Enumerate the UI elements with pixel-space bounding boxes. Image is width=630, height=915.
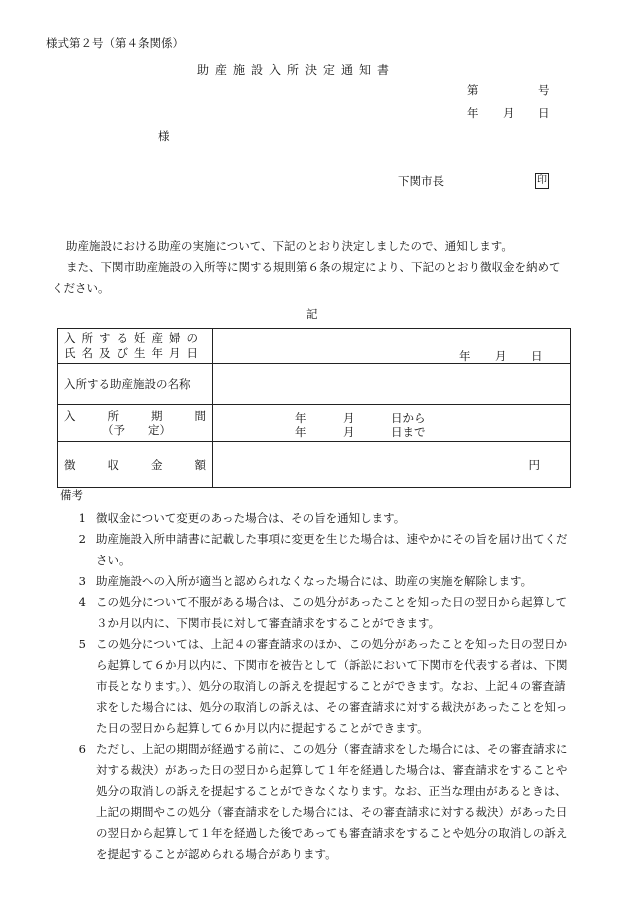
note-item: 3 助産施設への入所が適当と認められなくなった場合には、助産の実施を解除します。: [78, 574, 533, 588]
issuer: 下関市長: [398, 174, 444, 188]
doc-number-go: 号: [538, 83, 550, 97]
table-row-period: [58, 405, 571, 442]
note-item: 1 徴収金について変更のあった場合は、その旨を通知します。: [78, 511, 406, 525]
ki-marker: 記: [306, 307, 318, 321]
note-item: 4 この処分について不服がある場合は、この処分があったことを知った日の翌日から起算して３か月以内に、下関市長に対して審査請求をすることができます。: [78, 595, 568, 630]
document-title: 助産施設入所決定通知書: [197, 63, 396, 77]
note-item: 5 この処分については、上記４の審査請求のほか、この処分があったことを知った日の翌日から起算して６か月以内に、下関市を被告として（訴訟において下関市を代表する者は、下関市長となります。）、処分の取消しの訴えを提起することができます。なお、上記４の審査請求をした場合には、処分の取消しの訴えは、その審査請求に対する裁決があったことを知った日の翌日から起算して６か月以内に提起することができます。: [78, 637, 568, 735]
table-row-fee: [58, 442, 571, 488]
period-value: 年 月 日から 年 月 日まで: [213, 405, 571, 442]
fee-label: 徴 収 金 額: [58, 442, 213, 488]
seal-mark: 印: [535, 172, 549, 189]
date-month: 月: [503, 106, 515, 120]
paragraph-2-line-1: また、下関市助産施設の入所等に関する規則第６条の規定により、下記のとおり徴収金を納めて: [66, 260, 561, 274]
mother-label: 入所する妊産婦の 氏名及び生年月日: [58, 329, 213, 364]
fee-value: 円: [213, 442, 571, 488]
date-day: 日: [538, 106, 550, 120]
paragraph-2-line-2: ください。: [52, 281, 110, 295]
facility-label: 入所する助産施設の名称: [58, 364, 213, 405]
notes-heading: 備考: [60, 488, 83, 502]
table-row-facility: [58, 364, 571, 405]
period-label: 入 所 期 間 （予 定）: [58, 405, 213, 442]
table-row-mother: [58, 329, 571, 364]
mother-value: 年 月 日: [213, 329, 571, 364]
addressee-suffix: 様: [158, 129, 170, 143]
form-label: 様式第２号（第４条関係）: [46, 36, 184, 50]
facility-value: [213, 364, 571, 405]
doc-number-dai: 第: [467, 83, 479, 97]
note-item: 2 助産施設入所申請書に記載した事項に変更を生じた場合は、速やかにその旨を届け出てください。: [78, 532, 568, 567]
notes-list: [52, 508, 576, 865]
paragraph-1: 助産施設における助産の実施について、下記のとおり決定しましたので、通知します。: [66, 239, 513, 253]
details-table: [57, 328, 571, 488]
date-year: 年: [467, 106, 479, 120]
note-item: 6 ただし、上記の期間が経過する前に、この処分（審査請求をした場合には、その審査請求に対する裁決）があった日の翌日から起算して１年を経過した場合は、審査請求をすることや処分の取消しの訴えを提起することができなくなります。なお、正当な理由があるときは、上記の期間やこの処分（審査請求をした場合には、その審査請求に対する裁決）があった日の翌日から起算して１年を経過した後であっても審査請求をすることや処分の取消しの訴えを提起することが認められる場合があります。: [78, 742, 568, 861]
